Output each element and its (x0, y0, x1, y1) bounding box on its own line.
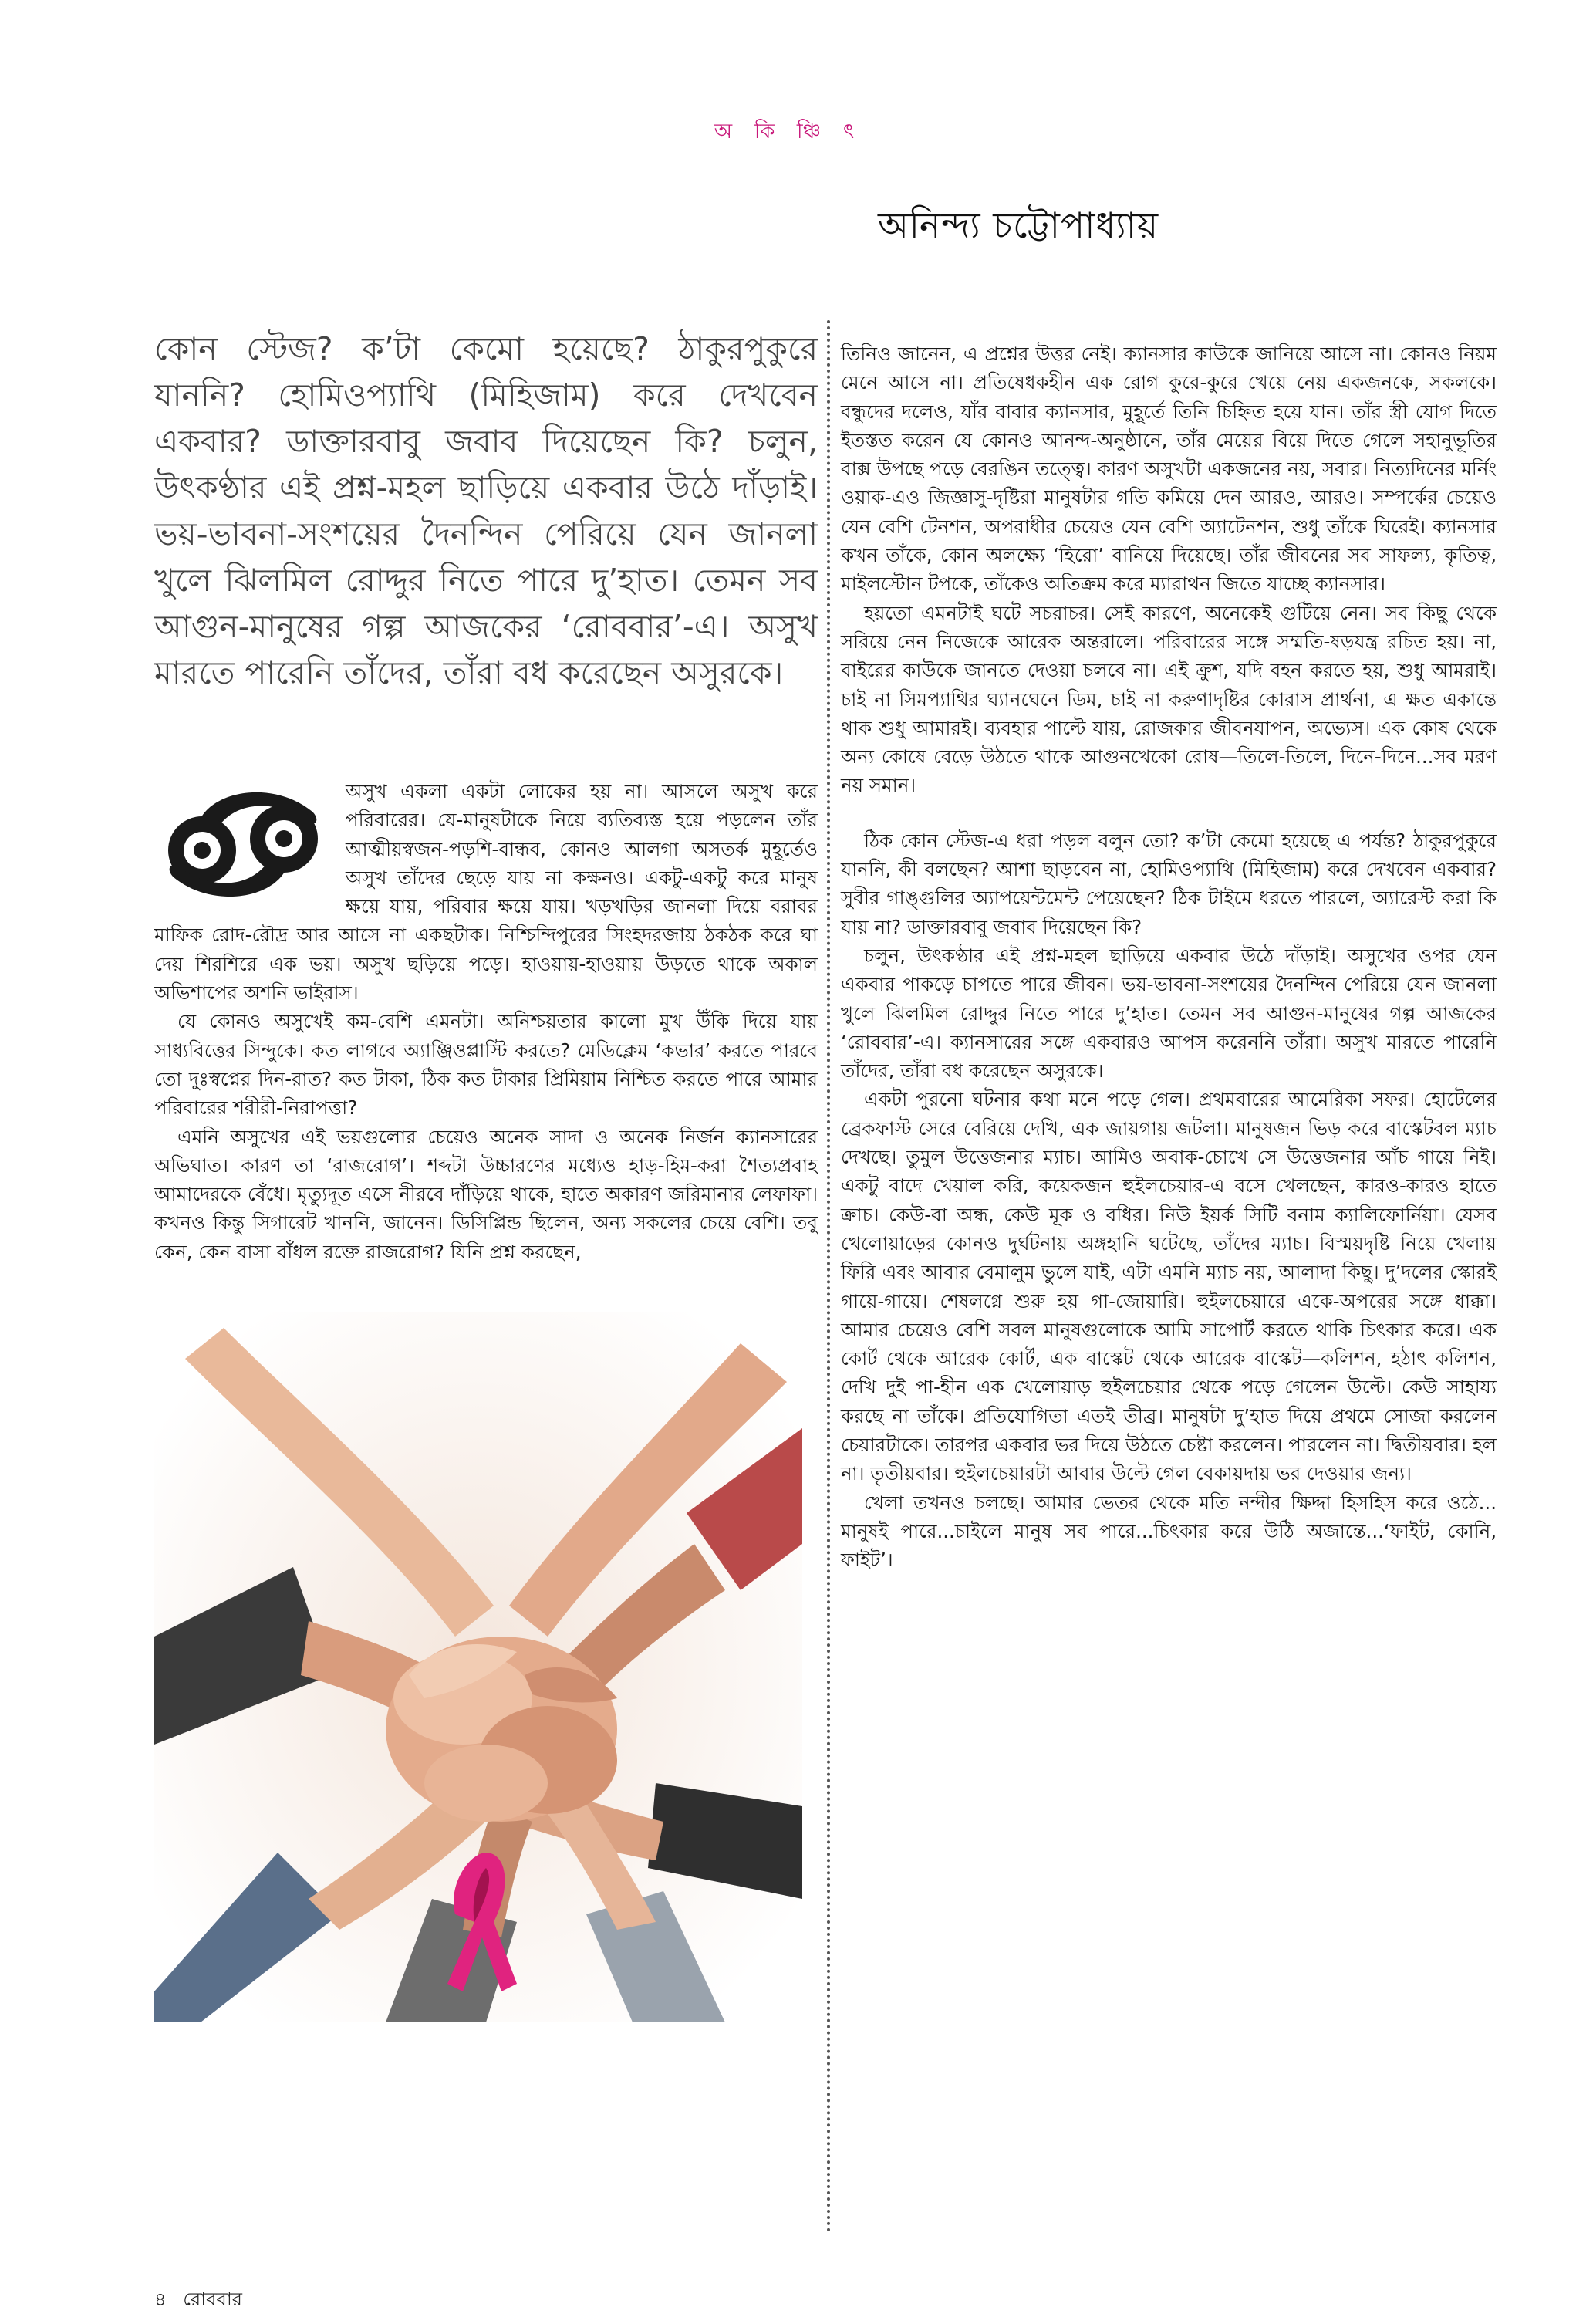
column-label: অ কি ঞ্চি ৎ (714, 120, 862, 144)
page-footer (154, 2285, 253, 2316)
right-paragraph-5: একটা পুরনো ঘটনার কথা মনে পড়ে গেল। প্রথমবারের আমেরিকা সফর। হোটেলের ব্রেকফাস্ট সেরে বেরিয়ে দেখি, এক জায়গায় জটলা। মানুষজন ভিড় করে বাস্কেটবল ম্যাচ দেখছে। তুমুল উত্তেজনার ম্যাচ। আমিও অবাক-চোখে সে উত্তেজনার আঁচ গায়ে নিই। একটু বাদে খেয়াল করি, কয়েকজন হুইলচেয়ার-এ বসে খেলছেন, কারও-কারও হাতে ক্রাচ। কেউ-বা অন্ধ, কেউ মূক ও বধির। নিউ ইয়র্ক সিটি বনাম ক্যালিফোর্নিয়া। যেসব খেলোয়াড়ের কোনও দুর্ঘটনায় অঙ্গহানি ঘটেছে, তাঁদের ম্যাচ। বিস্ময়দৃষ্টি নিয়ে খেলায় ফিরি এবং আবার বেমালুম ভুলে যাই, এটা এমনি ম্যাচ নয়, আলাদা কিছু। দু’দলের স্কোরই গায়ে-গায়ে। শেষলগ্নে শুরু হয় গা-জোয়ারি। হুইলচেয়ারে একে-অপরের সঙ্গে ধাক্কা। আমার চেয়েও বেশি সবল মানুষগুলোকে আমি সাপোর্ট করতে থাকি চিৎকার করে। এক কোর্ট থেকে আরেক কোর্ট, এক বাস্কেট থেকে আরেক বাস্কেট—কলিশন, হঠাৎ কলিশন, দেখি দুই পা-হীন এক খেলোয়াড় হুইলচেয়ার থেকে পড়ে গেলেন উল্টে। কেউ সাহায্য করছে না তাঁকে। প্রতিযোগিতা এতই তীব্র। মানুষটা দু’হাত দিয়ে প্রথমে সোজা করলেন চেয়ারটাকে। তারপর একবার ভর দিয়ে উঠতে চেষ্টা করলেন। পারলেন না। দ্বিতীয়বার। হল না। তৃতীয়বার। হুইলচেয়ারটা আবার উল্টে গেল বেকায়দায় ভর দেওয়ার জন্য। (841, 1088, 1497, 1485)
author-byline: অনিন্দ্য চট্টোপাধ্যায় (877, 204, 1159, 246)
right-column (841, 339, 1497, 1574)
right-paragraph-3: ঠিক কোন স্টেজ-এ ধরা পড়ল বলুন তো? ক’টা কেমো হয়েছে এ পর্যন্ত? ঠাকুরপুকুরে যাননি, কী বলছেন? আশা ছাড়বেন না, হোমিওপ্যাথি (মিহিজাম) করে দেখবেন একবার? সুবীর গাঙ্গুলির অ্যাপয়েন্টমেন্ট পেয়েছেন? ঠিক টাইমে ধরতে পারলে, অ্যারেস্ট করা কি যায় না? ডাক্তারবাবু জবাব দিয়েছেন কি? (841, 829, 1497, 938)
magazine-name: রোববার (183, 2289, 242, 2310)
right-paragraph-1: তিনিও জানেন, এ প্রশ্নের উত্তর নেই। ক্যানসার কাউকে জানিয়ে আসে না। কোনও নিয়ম মেনে আসে না। প্রতিষেধকহীন এক রোগ কুরে-কুরে খেয়ে নেয় একজনকে, সকলকে। বন্ধুদের দলেও, যাঁর বাবার ক্যানসার, মুহূর্তে তিনি চিহ্নিত হয়ে যান। তাঁর স্ত্রী যোগ দিতে ইতস্তত করেন যে কোনও আনন্দ-অনুষ্ঠানে, তাঁর মেয়ের বিয়ে দিতে গেলে সহানুভূতির বাক্স উপছে পড়ে বেরঙিন তত্ত্বে। কারণ অসুখটা একজনের নয়, সবার। নিত্যদিনের মর্নিং ওয়াক-এও জিজ্ঞাসু-দৃষ্টিরা মানুষটার গতি কমিয়ে দেন আরও, আরও। সম্পর্কের চেয়েও যেন বেশি টেনশন, অপরাধীর চেয়েও যেন বেশি অ্যাটেনশন, শুধু তাঁকে ঘিরেই। ক্যানসার কখন তাঁকে, কোন অলক্ষ্যে ‘হিরো’ বানিয়ে দিয়েছে। তাঁর জীবনের সব সাফল্য, কৃতিত্ব, মাইলস্টোন টপকে, তাঁকেও অতিক্রম করে ম্যারাথন জিতে যাচ্ছে ক্যানসার। (841, 343, 1497, 596)
right-paragraph-4: চলুন, উৎকণ্ঠার এই প্রশ্ন-মহল ছাড়িয়ে একবার উঠে দাঁড়াই। অসুখের ওপর যেন একবার পাকড়ে চাপতে পারে জীবন। ভয়-ভাবনা-সংশয়ের দৈনন্দিন পেরিয়ে যেন জানলা খুলে ঝিলমিল রোদ্দুর নিতে পারে দু’হাত। তেমন সব আগুন-মানুষের গল্প আজকের ‘রোববার’-এ। ক্যানসারের সঙ্গে একবারও আপস করেননি তাঁরা। অসুখ মারতে পারেনি তাঁদের, তাঁরা বধ করেছেন অসুরকে। (841, 944, 1497, 1083)
hands-photo-illustration (154, 1312, 802, 2022)
right-paragraph-2: হয়তো এমনটাই ঘটে সচরাচর। সেই কারণে, অনেকেই গুটিয়ে নেন। সব কিছু থেকে সরিয়ে নেন নিজেকে আরেক অন্তরালে। পরিবারের সঙ্গে সম্মতি-ষড়যন্ত্র রচিত হয়। না, বাইরের কাউকে জানতে দেওয়া চলবে না। এই ক্রুশ, যদি বহন করতে হয়, শুধু আমরাই। চাই না সিমপ্যাথির ঘ্যানঘেনে ডিম, চাই না করুণাদৃষ্টির কোরাস প্রার্থনা, এ ক্ষত একান্তে থাক শুধু আমারই। ব্যবহার পাল্টে যায়, রোজকার জীবনযাপন, অভ্যেস। এক কোষ থেকে অন্য কোষে বেড়ে উঠতে থাকে আগুনখেকো রোষ—তিলে-তিলে, দিনে-দিনে...সব মরণ নয় সমান। (841, 601, 1497, 797)
right-paragraph-6: খেলা তখনও চলছে। আমার ভেতর থেকে মতি নন্দীর ক্ষিদ্দা হিসহিস করে ওঠে... মানুষই পারে...চাইলে মানুষ সব পারে...চিৎকার করে উঠি অজান্তে...‘ফাইট, কোনি, ফাইট’। (841, 1491, 1497, 1572)
left-paragraph-1: অসুখ একলা একটা লোকের হয় না। আসলে অসুখ করে পরিবারের। যে-মানুষটাকে নিয়ে ব্যতিব্যস্ত হয়ে পড়লেন তাঁর আত্মীয়স্বজন-পড়শি-বান্ধব, কোনও আলগা অসতর্ক মুহূর্তেও অসুখ তাঁদের ছেড়ে যায় না কক্ষনও। একটু-একটু করে মানুষ ক্ষয়ে যায়, পরিবার ক্ষয়ে যায়। খড়খড়ির জানলা দিয়ে বরাবর মাফিক রোদ-রৌদ্র আর আসে না একছটাক। নিশ্চিন্দিপুরের সিংহদরজায় ঠকঠক করে ঘা দেয় শিরশিরে এক ভয়। অসুখ ছড়িয়ে পড়ে। হাওয়ায়-হাওয়ায় উড়তে থাকে অকাল অভিশাপের অশনি ভাইরাস। (154, 780, 818, 1005)
paragraph-gap (841, 800, 1497, 826)
left-paragraph-3: এমনি অসুখের এই ভয়গুলোর চেয়েও অনেক সাদা ও অনেক নির্জন ক্যানসারের অভিঘাত। কারণ তা ‘রাজরোগ’। শব্দটা উচ্চারণের মধ্যেও হাড়-হিম-করা শৈত্যপ্রবাহ আমাদেরকে বেঁধে। মৃত্যুদূত এসে নীরবে দাঁড়িয়ে থাকে, হাতে অকারণ জরিমানার লেফাফা। কখনও কিন্তু সিগারেট খাননি, জানেন। ডিসিপ্লিন্ড ছিলেন, অন্য সকলের চেয়ে বেশি। তবু কেন, কেন বাসা বাঁধল রক্তে রাজরোগ? যিনি প্রশ্ন করছেন, (154, 1125, 818, 1263)
left-column (154, 326, 818, 2022)
page-number: ৪ (154, 2289, 167, 2310)
left-paragraph-2: যে কোনও অসুখেই কম-বেশি এমনটা। অনিশ্চয়তার কালো মুখ উঁকি দিয়ে যায় সাধ্যবিত্তের সিন্দুকে। কত লাগবে অ্যাঞ্জিওপ্লাস্টি করতে? মেডিক্লেম ‘কভার’ করতে পারবে তো দুঃস্বপ্নের দিন-রাত? কত টাকা, ঠিক কত টাকার প্রিমিয়াম নিশ্চিত করতে পারে আমার পরিবারের শরীরী-নিরাপত্তা? (154, 1010, 818, 1120)
cancer-zodiac-icon (154, 777, 332, 912)
column-divider (827, 320, 830, 2234)
hands-ribbon-photo (154, 1312, 802, 2022)
left-body (154, 777, 818, 1266)
deck-text: কোন স্টেজ? ক’টা কেমো হয়েছে? ঠাকুরপুকুরে যাননি? হোমিওপ্যাথি (মিহিজাম) করে দেখবেন একবার? ডাক্তারবাবু জবাব দিয়েছেন কি? চলুন, উৎকণ্ঠার এই প্রশ্ন-মহল ছাড়িয়ে একবার উঠে দাঁড়াই। ভয়-ভাবনা-সংশয়ের দৈনন্দিন পেরিয়ে যেন জানলা খুলে ঝিলমিল রোদ্দুর নিতে পারে দু’হাত। তেমন সব আগুন-মানুষের গল্প আজকের ‘রোববার’-এ। অসুখ মারতে পারেনি তাঁদের, তাঁরা বধ করেছেন অসুরকে। (154, 330, 818, 691)
